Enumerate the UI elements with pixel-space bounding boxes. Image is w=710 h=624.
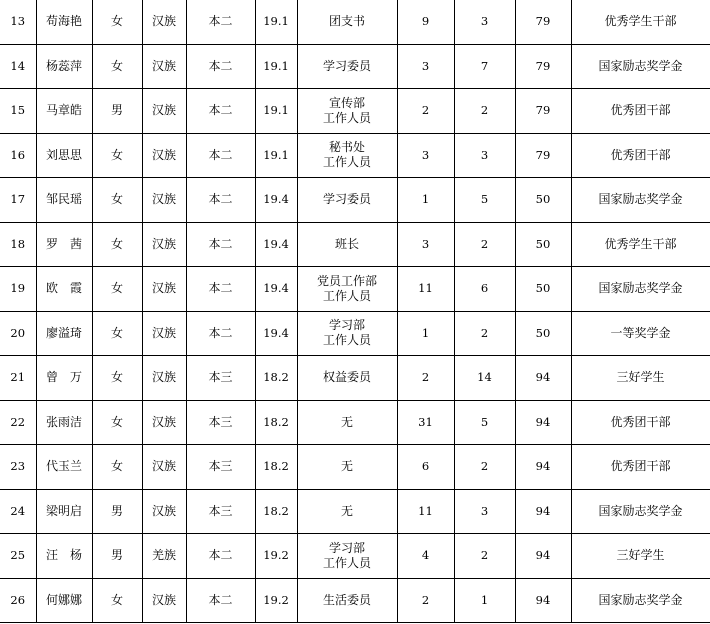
table-row: [0, 0, 710, 44]
ethnicity-cell: 汉族: [142, 44, 186, 89]
gender-cell: 女: [92, 400, 142, 445]
program-level-cell: 本二: [186, 267, 255, 312]
ethnicity-cell: 汉族: [142, 222, 186, 267]
count-b-cell: 3: [454, 133, 515, 178]
award-cell: 优秀团干部: [571, 89, 710, 134]
grade-cell: 19.4: [255, 178, 297, 223]
student-name-cell: 罗 茜: [36, 222, 92, 267]
program-level-cell: 本二: [186, 222, 255, 267]
position-cell: 权益委员: [297, 356, 397, 401]
score-cell: 50: [515, 267, 571, 312]
position-cell: 生活委员: [297, 578, 397, 623]
position-cell: 秘书处 工作人员: [297, 133, 397, 178]
gender-cell: 女: [92, 578, 142, 623]
ethnicity-cell: 汉族: [142, 578, 186, 623]
row-index-cell: 21: [0, 356, 36, 401]
gender-cell: 女: [92, 311, 142, 356]
score-cell: 79: [515, 133, 571, 178]
program-level-cell: 本二: [186, 89, 255, 134]
score-cell: 94: [515, 489, 571, 534]
table-row: [0, 445, 710, 490]
score-cell: 94: [515, 534, 571, 579]
position-cell: 班长: [297, 222, 397, 267]
count-a-cell: 2: [397, 578, 454, 623]
student-name-cell: 马章皓: [36, 89, 92, 134]
ethnicity-cell: 羌族: [142, 534, 186, 579]
count-a-cell: 2: [397, 356, 454, 401]
grade-cell: 19.1: [255, 0, 297, 44]
award-cell: 优秀学生干部: [571, 222, 710, 267]
row-index-cell: 23: [0, 445, 36, 490]
gender-cell: 女: [92, 0, 142, 44]
award-cell: 国家励志奖学金: [571, 489, 710, 534]
table-row: [0, 133, 710, 178]
table-row: [0, 222, 710, 267]
ethnicity-cell: 汉族: [142, 267, 186, 312]
grade-cell: 19.1: [255, 44, 297, 89]
row-index-cell: 17: [0, 178, 36, 223]
gender-cell: 男: [92, 489, 142, 534]
program-level-cell: 本三: [186, 356, 255, 401]
student-name-cell: 苟海艳: [36, 0, 92, 44]
count-b-cell: 6: [454, 267, 515, 312]
position-cell: 无: [297, 489, 397, 534]
award-cell: 优秀团干部: [571, 400, 710, 445]
gender-cell: 女: [92, 133, 142, 178]
student-name-cell: 廖溢琦: [36, 311, 92, 356]
program-level-cell: 本二: [186, 578, 255, 623]
award-cell: 三好学生: [571, 534, 710, 579]
ethnicity-cell: 汉族: [142, 0, 186, 44]
gender-cell: 女: [92, 267, 142, 312]
program-level-cell: 本二: [186, 133, 255, 178]
count-b-cell: 3: [454, 489, 515, 534]
gender-cell: 男: [92, 89, 142, 134]
count-a-cell: 6: [397, 445, 454, 490]
position-cell: 宣传部 工作人员: [297, 89, 397, 134]
count-a-cell: 2: [397, 89, 454, 134]
table-row: [0, 578, 710, 623]
count-b-cell: 2: [454, 445, 515, 490]
row-index-cell: 25: [0, 534, 36, 579]
count-b-cell: 2: [454, 222, 515, 267]
row-index-cell: 14: [0, 44, 36, 89]
gender-cell: 女: [92, 445, 142, 490]
ethnicity-cell: 汉族: [142, 356, 186, 401]
grade-cell: 19.4: [255, 222, 297, 267]
grade-cell: 19.2: [255, 578, 297, 623]
student-name-cell: 汪 杨: [36, 534, 92, 579]
count-a-cell: 4: [397, 534, 454, 579]
award-cell: 三好学生: [571, 356, 710, 401]
table-row: [0, 267, 710, 312]
program-level-cell: 本二: [186, 534, 255, 579]
score-cell: 94: [515, 578, 571, 623]
grade-cell: 18.2: [255, 356, 297, 401]
grade-cell: 18.2: [255, 445, 297, 490]
gender-cell: 女: [92, 222, 142, 267]
count-a-cell: 11: [397, 267, 454, 312]
count-b-cell: 5: [454, 178, 515, 223]
count-b-cell: 3: [454, 0, 515, 44]
score-cell: 94: [515, 445, 571, 490]
row-index-cell: 20: [0, 311, 36, 356]
position-cell: 学习委员: [297, 178, 397, 223]
count-b-cell: 14: [454, 356, 515, 401]
position-cell: 无: [297, 400, 397, 445]
position-cell: 学习部 工作人员: [297, 534, 397, 579]
ethnicity-cell: 汉族: [142, 311, 186, 356]
table-row: [0, 400, 710, 445]
student-name-cell: 邹民瑶: [36, 178, 92, 223]
table-row: [0, 44, 710, 89]
table-row: [0, 534, 710, 579]
position-cell: 学习部 工作人员: [297, 311, 397, 356]
award-cell: 国家励志奖学金: [571, 267, 710, 312]
table-row: [0, 489, 710, 534]
count-a-cell: 11: [397, 489, 454, 534]
score-cell: 94: [515, 356, 571, 401]
score-cell: 50: [515, 178, 571, 223]
student-name-cell: 刘思思: [36, 133, 92, 178]
program-level-cell: 本二: [186, 44, 255, 89]
count-b-cell: 1: [454, 578, 515, 623]
award-cell: 优秀团干部: [571, 445, 710, 490]
student-name-cell: 张雨洁: [36, 400, 92, 445]
student-name-cell: 何娜娜: [36, 578, 92, 623]
award-cell: 国家励志奖学金: [571, 178, 710, 223]
student-name-cell: 梁明启: [36, 489, 92, 534]
table-row: [0, 356, 710, 401]
grade-cell: 18.2: [255, 489, 297, 534]
position-cell: 团支书: [297, 0, 397, 44]
row-index-cell: 24: [0, 489, 36, 534]
gender-cell: 女: [92, 44, 142, 89]
ethnicity-cell: 汉族: [142, 178, 186, 223]
program-level-cell: 本二: [186, 0, 255, 44]
ethnicity-cell: 汉族: [142, 89, 186, 134]
row-index-cell: 19: [0, 267, 36, 312]
count-a-cell: 3: [397, 133, 454, 178]
count-a-cell: 1: [397, 311, 454, 356]
count-b-cell: 7: [454, 44, 515, 89]
grade-cell: 18.2: [255, 400, 297, 445]
count-b-cell: 2: [454, 89, 515, 134]
count-a-cell: 3: [397, 222, 454, 267]
position-cell: 党员工作部 工作人员: [297, 267, 397, 312]
position-cell: 无: [297, 445, 397, 490]
count-a-cell: 31: [397, 400, 454, 445]
row-index-cell: 26: [0, 578, 36, 623]
row-index-cell: 15: [0, 89, 36, 134]
program-level-cell: 本三: [186, 489, 255, 534]
score-cell: 50: [515, 222, 571, 267]
grade-cell: 19.1: [255, 89, 297, 134]
score-cell: 50: [515, 311, 571, 356]
student-name-cell: 曾 万: [36, 356, 92, 401]
count-b-cell: 2: [454, 534, 515, 579]
table-row: [0, 89, 710, 134]
grade-cell: 19.4: [255, 267, 297, 312]
student-name-cell: 代玉兰: [36, 445, 92, 490]
gender-cell: 男: [92, 534, 142, 579]
score-cell: 94: [515, 400, 571, 445]
row-index-cell: 13: [0, 0, 36, 44]
award-cell: 优秀团干部: [571, 133, 710, 178]
count-b-cell: 2: [454, 311, 515, 356]
award-cell: 优秀学生干部: [571, 0, 710, 44]
table-row: [0, 178, 710, 223]
ethnicity-cell: 汉族: [142, 445, 186, 490]
table-row: [0, 311, 710, 356]
program-level-cell: 本二: [186, 311, 255, 356]
grade-cell: 19.1: [255, 133, 297, 178]
program-level-cell: 本二: [186, 178, 255, 223]
score-cell: 79: [515, 0, 571, 44]
position-cell: 学习委员: [297, 44, 397, 89]
grade-cell: 19.4: [255, 311, 297, 356]
count-b-cell: 5: [454, 400, 515, 445]
ethnicity-cell: 汉族: [142, 133, 186, 178]
program-level-cell: 本三: [186, 445, 255, 490]
row-index-cell: 16: [0, 133, 36, 178]
ethnicity-cell: 汉族: [142, 489, 186, 534]
award-cell: 一等奖学金: [571, 311, 710, 356]
gender-cell: 女: [92, 178, 142, 223]
count-a-cell: 1: [397, 178, 454, 223]
count-a-cell: 3: [397, 44, 454, 89]
award-cell: 国家励志奖学金: [571, 578, 710, 623]
student-name-cell: 欧 霞: [36, 267, 92, 312]
gender-cell: 女: [92, 356, 142, 401]
count-a-cell: 9: [397, 0, 454, 44]
award-cell: 国家励志奖学金: [571, 44, 710, 89]
grade-cell: 19.2: [255, 534, 297, 579]
row-index-cell: 18: [0, 222, 36, 267]
row-index-cell: 22: [0, 400, 36, 445]
program-level-cell: 本三: [186, 400, 255, 445]
student-name-cell: 杨蕊萍: [36, 44, 92, 89]
ethnicity-cell: 汉族: [142, 400, 186, 445]
score-cell: 79: [515, 89, 571, 134]
score-cell: 79: [515, 44, 571, 89]
